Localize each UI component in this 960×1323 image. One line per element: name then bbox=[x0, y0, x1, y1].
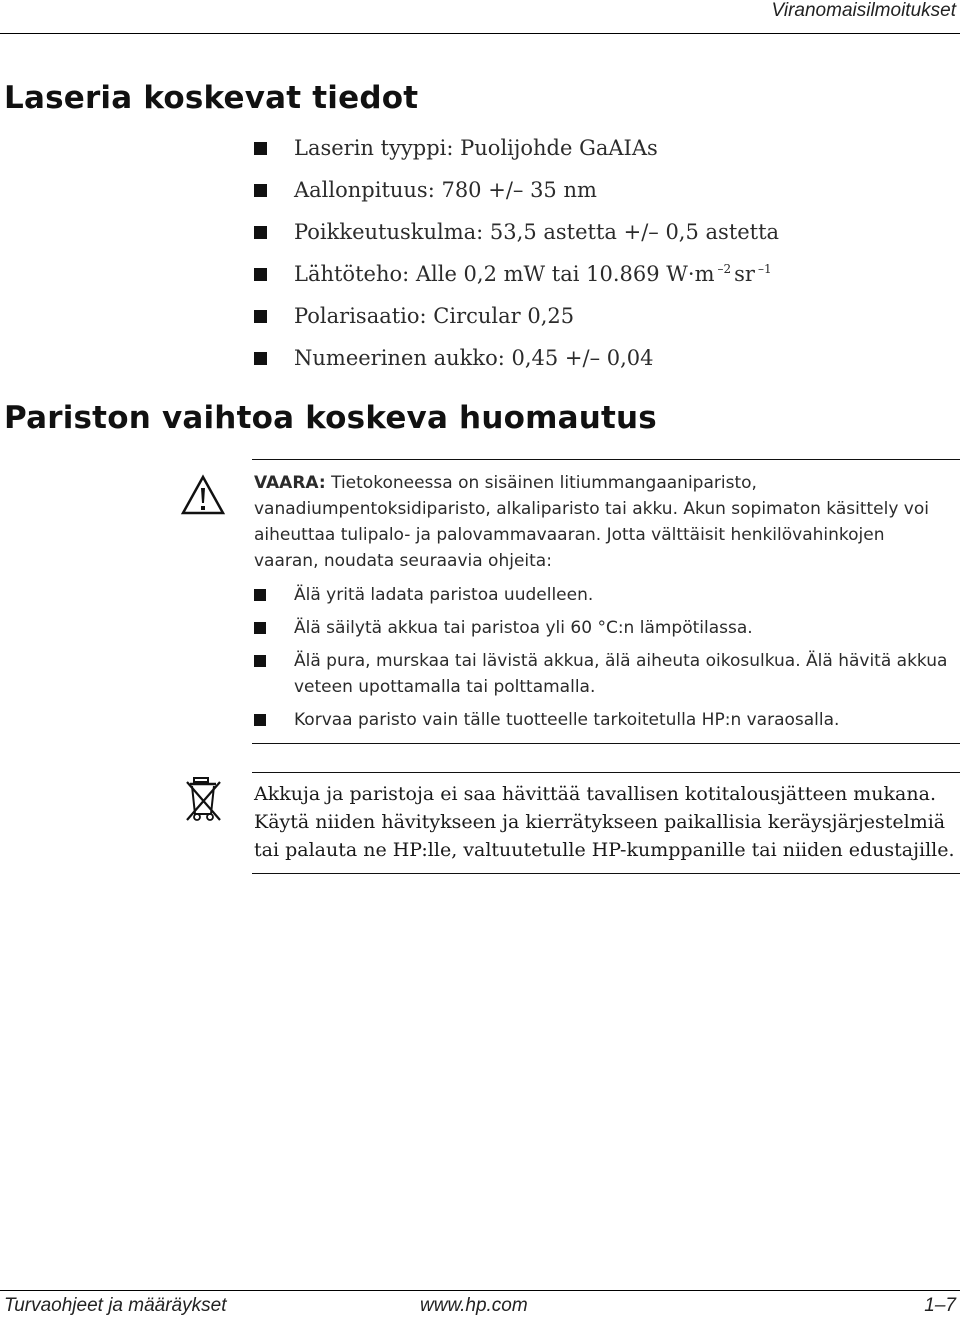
warning-paragraph: VAARA: Tietokoneessa on sisäinen litiummangaaniparisto, vanadiumpentoksidiparisto, alkaliparisto tai akku. Akun sopimaton käsittely voi aiheuttaa tulipalo- ja palovammavaaran. Jotta välttäisit henkilövahinkojen vaaran, noudata seuraavia ohjeita: bbox=[254, 473, 929, 571]
note-top-rule bbox=[252, 772, 960, 773]
battery-section-title: Pariston vaihtoa koskeva huomautus bbox=[4, 400, 657, 436]
header-divider bbox=[0, 33, 960, 34]
bullet-icon bbox=[254, 184, 267, 197]
warning-bottom-rule bbox=[252, 743, 960, 744]
list-item: Älä pura, murskaa tai lävistä akkua, älä aiheuta oikosulkua. Älä hävitä akkua veteen upottamalla tai polttamalla. bbox=[254, 648, 954, 700]
footer-document-title: Turvaohjeet ja määräykset bbox=[4, 1295, 227, 1316]
warning-rules-list bbox=[254, 582, 954, 733]
bullet-icon bbox=[254, 655, 266, 667]
disposal-note: Akkuja ja paristoja ei saa hävittää tavallisen kotitalousjätteen mukana. Käytä niiden hävitykseen ja kierrätykseen paikallisia keräysjärjestelmiä tai palauta ne HP:lle, valtuutetulle HP-kumppanille tai niiden edustajille. bbox=[254, 783, 955, 861]
list-item: Numeerinen aukko: 0,45 +/– 0,04 bbox=[252, 342, 779, 384]
footer-page-number: 1–7 bbox=[924, 1295, 956, 1316]
bullet-icon bbox=[254, 714, 266, 726]
warning-label: VAARA: bbox=[254, 473, 326, 493]
running-header: Viranomaisilmoitukset bbox=[771, 0, 956, 21]
list-item: Aallonpituus: 780 +/– 35 nm bbox=[252, 174, 779, 216]
bullet-icon bbox=[254, 622, 266, 634]
note-bottom-rule bbox=[252, 873, 960, 874]
warning-top-rule bbox=[252, 459, 960, 460]
list-item: Korvaa paristo vain tälle tuotteelle tarkoitetulla HP:n varaosalla. bbox=[254, 707, 954, 733]
bullet-icon bbox=[254, 310, 267, 323]
list-item: Älä säilytä akkua tai paristoa yli 60 °C:n lämpötilassa. bbox=[254, 615, 954, 641]
warning-triangle-icon bbox=[180, 474, 226, 516]
warning-block bbox=[254, 470, 954, 740]
bullet-icon bbox=[254, 268, 267, 281]
footer-divider bbox=[0, 1290, 960, 1291]
bullet-icon bbox=[254, 142, 267, 155]
list-item: Laserin tyyppi: Puolijohde GaAIAs bbox=[252, 132, 779, 174]
bullet-icon bbox=[254, 589, 266, 601]
list-item: Polarisaatio: Circular 0,25 bbox=[252, 300, 779, 342]
laser-section-title: Laseria koskevat tiedot bbox=[4, 80, 419, 116]
footer-website: www.hp.com bbox=[420, 1295, 528, 1316]
laser-spec-list bbox=[252, 132, 779, 384]
list-item: Poikkeutuskulma: 53,5 astetta +/– 0,5 astetta bbox=[252, 216, 779, 258]
bullet-icon bbox=[254, 226, 267, 239]
list-item: Älä yritä ladata paristoa uudelleen. bbox=[254, 582, 954, 608]
list-item: Lähtöteho: Alle 0,2 mW tai 10.869 W·m $^{-2}$ sr $^{-1}$ bbox=[252, 258, 779, 300]
bullet-icon bbox=[254, 352, 267, 365]
crossed-out-bin-icon bbox=[185, 776, 223, 824]
